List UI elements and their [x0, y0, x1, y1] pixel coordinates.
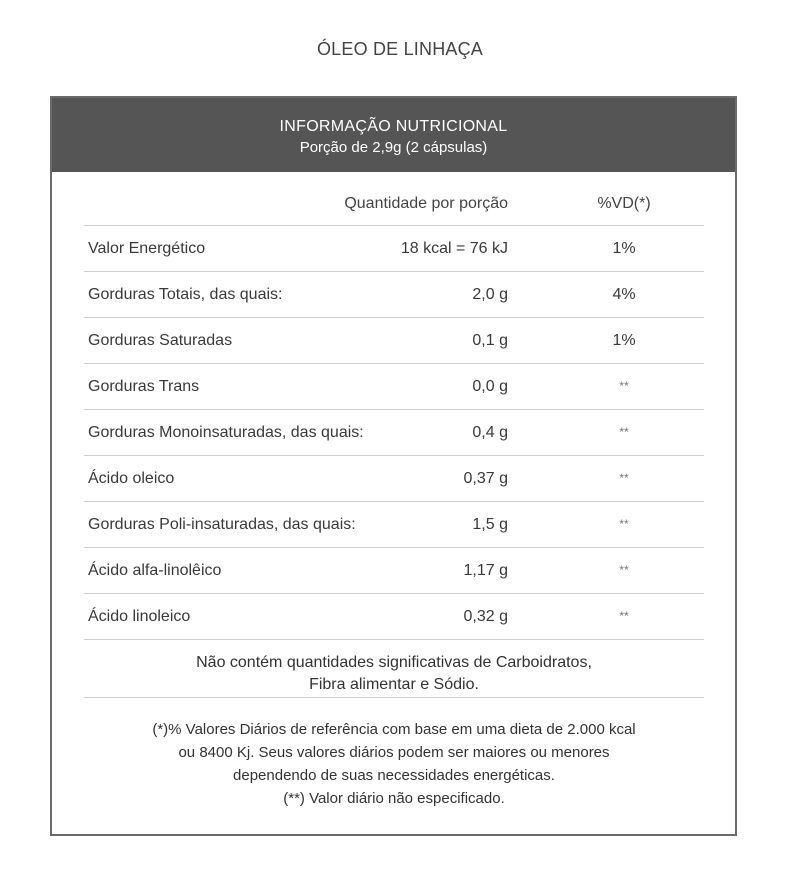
table-row: [84, 594, 704, 640]
nutrient-amount: 0,37 g: [463, 470, 508, 487]
nutrient-name: Ácido linoleico: [88, 608, 191, 625]
table-row: [84, 272, 704, 318]
nutrient-name: Ácido oleico: [88, 470, 175, 487]
table-row: [84, 226, 704, 272]
nutrient-name: Gorduras Totais, das quais:: [88, 286, 283, 303]
nutrient-dv: **: [619, 609, 629, 623]
nutrient-dv: **: [619, 517, 629, 531]
nutrient-name: Gorduras Trans: [88, 378, 200, 395]
nutrient-dv: 4%: [612, 286, 636, 303]
nutrient-name: Gorduras Poli-insaturadas, das quais:: [88, 516, 356, 533]
nutrient-amount: 0,32 g: [463, 608, 508, 625]
nutrition-table: [84, 192, 704, 640]
nutrient-amount: 0,1 g: [472, 332, 508, 349]
product-title: ÓLEO DE LINHAÇA: [316, 39, 484, 59]
table-row: [84, 548, 704, 594]
nutrient-name: Valor Energético: [88, 240, 206, 257]
nutrient-dv: 1%: [612, 332, 636, 349]
table-row: [84, 410, 704, 456]
nutrient-name: Gorduras Monoinsaturadas, das quais:: [88, 424, 364, 441]
nutrient-name: Ácido alfa-linolêico: [88, 562, 222, 579]
table-row: [84, 364, 704, 410]
nutrient-amount: 1,5 g: [472, 516, 508, 533]
table-row: [84, 456, 704, 502]
table-row: [84, 318, 704, 364]
nutrition-header: [52, 98, 735, 172]
nutrition-facts-panel: [50, 96, 737, 836]
nutrient-amount: 1,17 g: [463, 562, 508, 579]
nutrient-amount: 18 kcal = 76 kJ: [400, 240, 508, 257]
column-header-dv: %VD(*): [597, 195, 651, 212]
serving-size: Porção de 2,9g (2 cápsulas): [299, 139, 488, 156]
nutrient-amount: 0,0 g: [472, 378, 508, 395]
nutrient-name: Gorduras Saturadas: [88, 332, 233, 349]
footnote-line-3: dependendo de suas necessidades energéticas.: [233, 767, 555, 784]
nutrient-dv: **: [619, 425, 629, 439]
nutrient-dv: **: [619, 563, 629, 577]
nutrient-amount: 0,4 g: [472, 424, 508, 441]
column-header-amount: Quantidade por porção: [344, 195, 508, 212]
nutrient-dv: **: [619, 379, 629, 393]
footnote-line-1: (*)% Valores Diários de referência com base em uma dieta de 2.000 kcal: [152, 721, 636, 738]
not-significant-line-1: Não contém quantidades significativas de Carboidratos,: [196, 654, 592, 671]
not-significant-line-2: Fibra alimentar e Sódio.: [309, 676, 479, 693]
table-row: [84, 502, 704, 548]
table-header-row: [84, 192, 704, 226]
nutrition-header-title: INFORMAÇÃO NUTRICIONAL: [279, 118, 508, 135]
footnote: [84, 718, 704, 810]
footnote-line-2: ou 8400 Kj. Seus valores diários podem ser maiores ou menores: [178, 744, 610, 761]
footnote-line-4: (**) Valor diário não especificado.: [283, 790, 505, 807]
nutrient-dv: 1%: [612, 240, 636, 257]
not-significant-note: [84, 644, 704, 698]
nutrient-dv: **: [619, 471, 629, 485]
nutrient-amount: 2,0 g: [472, 286, 508, 303]
